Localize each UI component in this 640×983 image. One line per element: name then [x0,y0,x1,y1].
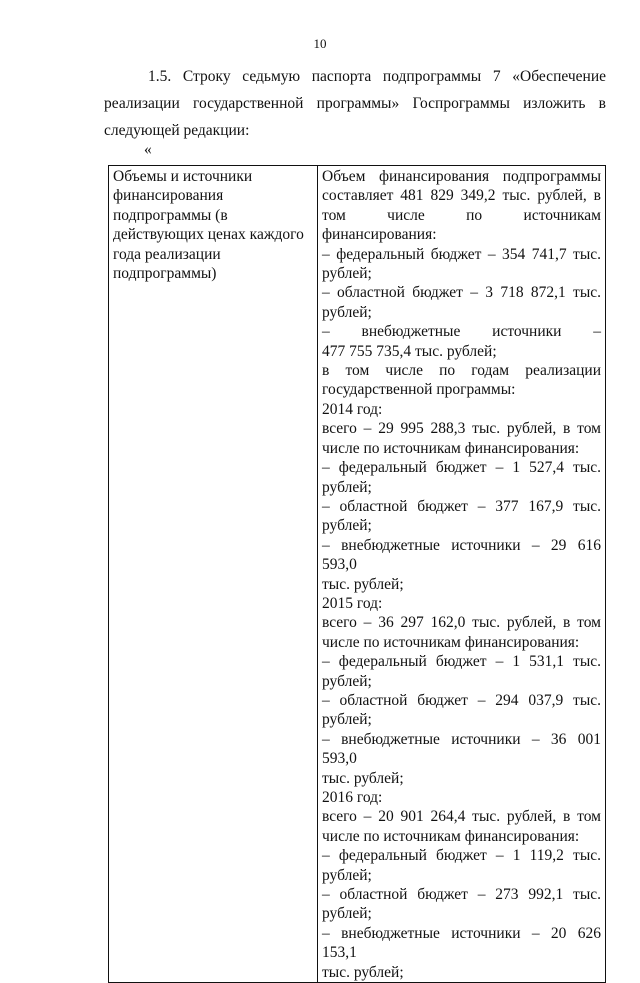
value-line: рублей; [322,711,372,729]
value-line: финансирования: [322,226,437,244]
value-line: составляет 481 829 349,2 тыс. рублей, в [322,187,601,205]
label-line: Объемы и источники [113,168,253,185]
value-line: – внебюджетные источники – [322,323,601,341]
value-line: рублей; [322,265,372,283]
value-line: государственной программы: [322,381,516,399]
intro-line: 1.5. Строку седьмую паспорта подпрограммы 7 «Обеспечение [148,68,606,85]
value-line: тыс. рублей; [322,769,404,787]
value-line: рублей; [322,517,372,535]
value-line: том числе по источникам [322,206,601,224]
value-line: тыс. рублей; [322,963,404,981]
value-line: рублей; [322,905,372,923]
label-cell [109,166,318,983]
value-line: – областной бюджет – 273 992,1 тыс. [322,886,601,904]
value-line: 2014 год: [322,400,383,418]
value-line: – областной бюджет – 377 167,9 тыс. [322,497,601,515]
label-line: действующих ценах каждого [113,226,304,244]
value-cell [318,166,606,983]
value-line: – областной бюджет – 294 037,9 тыс. [322,691,601,709]
value-line: 2016 год: [322,789,383,806]
value-line: всего – 29 995 288,3 тыс. рублей, в том [322,420,601,438]
intro-paragraph [104,63,606,144]
value-line: всего – 20 901 264,4 тыс. рублей, в том [322,808,601,826]
value-line: в том числе по годам реализации [322,362,601,380]
value-line: числе по источникам финансирования: [322,827,580,845]
value-line: тыс. рублей; [322,575,404,593]
value-line: рублей; [322,303,372,321]
intro-line: следующей редакции: [104,122,250,139]
value-line: Объем финансирования подпрограммы [322,168,601,185]
label-line: года реализации [113,245,221,263]
value-line: 477 755 735,4 тыс. рублей; [322,342,497,360]
value-line: рублей; [322,478,372,496]
value-line: – федеральный бюджет – 1 119,2 тыс. [322,847,601,865]
value-line: числе по источникам финансирования: [322,633,580,651]
value-line: рублей; [322,672,372,690]
value-line: – федеральный бюджет – 1 531,1 тыс. [322,653,601,671]
label-line: финансирования [113,187,224,205]
label-line: подпрограммы) [113,265,217,283]
value-line: всего – 36 297 162,0 тыс. рублей, в том [322,614,601,632]
value-line: рублей; [322,866,372,884]
page-number: 10 [313,36,327,51]
value-line: 2015 год: [322,594,383,612]
value-line: – областной бюджет – 3 718 872,1 тыс. [322,284,601,302]
table-row [109,166,606,983]
intro-line: реализации государственной программы» Госпрограммы изложить в [104,95,606,112]
value-line: – внебюджетные источники – 20 626 153,1 [322,924,601,962]
opening-quote-mark: « [144,141,152,158]
value-line: числе по источникам финансирования: [322,439,580,457]
passport-table [108,165,606,983]
value-line: – федеральный бюджет – 1 527,4 тыс. [322,459,601,477]
label-line: подпрограммы (в [113,206,228,224]
value-line: – внебюджетные источники – 29 616 593,0 [322,536,601,574]
value-line: – внебюджетные источники – 36 001 593,0 [322,730,601,768]
value-line: – федеральный бюджет – 354 741,7 тыс. [322,245,601,263]
